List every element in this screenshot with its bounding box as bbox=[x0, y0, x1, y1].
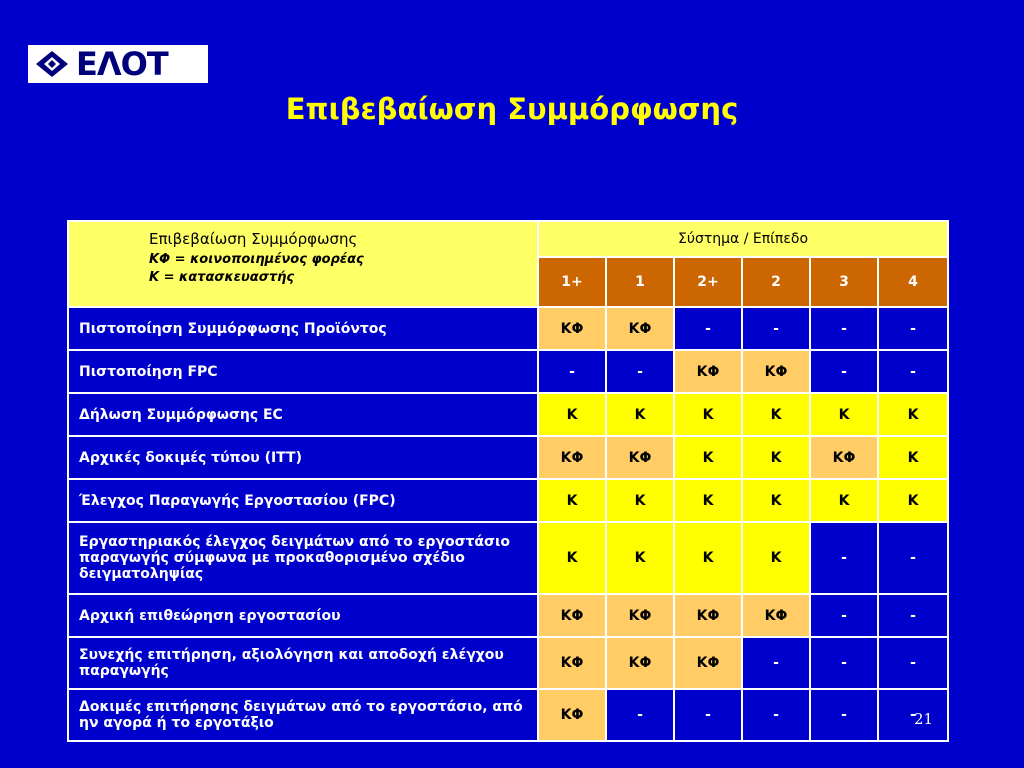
table-cell: - bbox=[810, 522, 878, 594]
table-cell: Κ bbox=[606, 522, 674, 594]
table-cell: - bbox=[878, 637, 948, 689]
table-cell: Κ bbox=[810, 393, 878, 436]
table-cell: Κ bbox=[606, 479, 674, 522]
table-cell: Κ bbox=[742, 436, 810, 479]
table-cell: - bbox=[538, 350, 606, 393]
table-cell: - bbox=[878, 522, 948, 594]
table-cell: Κ bbox=[810, 479, 878, 522]
level-header: 4 bbox=[878, 257, 948, 307]
row-label: Εργαστηριακός έλεγχος δειγμάτων από το εργοστάσιο παραγωγής σύμφωνα με προκαθορισμένο σχέδιο δειγματοληψίας bbox=[68, 522, 538, 594]
diamond-logo-icon bbox=[30, 47, 74, 81]
level-header: 2+ bbox=[674, 257, 742, 307]
table-cell: - bbox=[742, 689, 810, 741]
legend-kf: ΚΦ = κοινοποιημένος φορέας bbox=[149, 252, 364, 267]
table-cell: - bbox=[878, 307, 948, 350]
table-cell: ΚΦ bbox=[606, 307, 674, 350]
table-cell: - bbox=[810, 594, 878, 637]
table-cell: ΚΦ bbox=[810, 436, 878, 479]
header-legend-cell bbox=[68, 221, 538, 307]
row-label: Αρχικές δοκιμές τύπου (ITT) bbox=[68, 436, 538, 479]
table-cell: - bbox=[742, 637, 810, 689]
table-row bbox=[68, 689, 948, 741]
table-cell: - bbox=[810, 637, 878, 689]
logo-text: ΕΛΟΤ bbox=[74, 47, 206, 81]
table-cell: ΚΦ bbox=[606, 637, 674, 689]
row-label: Δοκιμές επιτήρησης δειγμάτων από το εργοστάσιο, από ην αγορά ή το εργοτάξιο bbox=[68, 689, 538, 741]
level-header: 2 bbox=[742, 257, 810, 307]
table-cell: - bbox=[674, 689, 742, 741]
table-cell: - bbox=[606, 350, 674, 393]
table-cell: ΚΦ bbox=[538, 594, 606, 637]
table-row bbox=[68, 436, 948, 479]
row-label: Δήλωση Συμμόρφωσης EC bbox=[68, 393, 538, 436]
table-cell: Κ bbox=[878, 479, 948, 522]
table-cell: Κ bbox=[878, 436, 948, 479]
table-cell: - bbox=[674, 307, 742, 350]
row-label: Έλεγχος Παραγωγής Εργοστασίου (FPC) bbox=[68, 479, 538, 522]
table-cell: ΚΦ bbox=[674, 350, 742, 393]
header-row bbox=[68, 221, 948, 257]
table-cell: ΚΦ bbox=[742, 594, 810, 637]
row-label: Πιστοποίηση FPC bbox=[68, 350, 538, 393]
row-label: Πιστοποίηση Συμμόρφωσης Προϊόντος bbox=[68, 307, 538, 350]
table-cell: Κ bbox=[674, 522, 742, 594]
page-number: 21 bbox=[914, 710, 934, 728]
table-cell: ΚΦ bbox=[742, 350, 810, 393]
table-cell: - bbox=[878, 594, 948, 637]
slide-title: Επιβεβαίωση Συμμόρφωσης bbox=[285, 92, 739, 126]
table-cell: ΚΦ bbox=[674, 594, 742, 637]
table-cell: Κ bbox=[742, 479, 810, 522]
table-cell: - bbox=[878, 689, 948, 741]
table-cell: Κ bbox=[674, 479, 742, 522]
table-cell: Κ bbox=[742, 522, 810, 594]
table-row bbox=[68, 307, 948, 350]
table-cell: ΚΦ bbox=[538, 689, 606, 741]
table-cell: Κ bbox=[742, 393, 810, 436]
table-cell: ΚΦ bbox=[538, 436, 606, 479]
table-cell: Κ bbox=[674, 393, 742, 436]
level-header: 1+ bbox=[538, 257, 606, 307]
table-cell: ΚΦ bbox=[606, 436, 674, 479]
table-cell: - bbox=[810, 307, 878, 350]
table-cell: ΚΦ bbox=[606, 594, 674, 637]
elot-logo bbox=[28, 45, 208, 83]
table-cell: Κ bbox=[606, 393, 674, 436]
table-cell: ΚΦ bbox=[538, 637, 606, 689]
header-title: Επιβεβαίωση Συμμόρφωσης bbox=[149, 230, 358, 248]
table-row bbox=[68, 350, 948, 393]
table-cell: - bbox=[878, 350, 948, 393]
table-cell: - bbox=[606, 689, 674, 741]
table-cell: - bbox=[810, 350, 878, 393]
table-cell: Κ bbox=[538, 522, 606, 594]
table-cell: Κ bbox=[878, 393, 948, 436]
table-row bbox=[68, 479, 948, 522]
system-level-header: Σύστημα / Επίπεδο bbox=[538, 221, 948, 257]
level-header: 1 bbox=[606, 257, 674, 307]
table-cell: Κ bbox=[674, 436, 742, 479]
level-header: 3 bbox=[810, 257, 878, 307]
table-row bbox=[68, 594, 948, 637]
table-cell: ΚΦ bbox=[674, 637, 742, 689]
table-row bbox=[68, 522, 948, 594]
table-cell: Κ bbox=[538, 479, 606, 522]
table-cell: - bbox=[742, 307, 810, 350]
row-label: Συνεχής επιτήρηση, αξιολόγηση και αποδοχή ελέγχου παραγωγής bbox=[68, 637, 538, 689]
legend-k: Κ = κατασκευαστής bbox=[149, 270, 295, 285]
table-cell: Κ bbox=[538, 393, 606, 436]
table-row bbox=[68, 393, 948, 436]
conformity-table bbox=[67, 220, 949, 742]
table-cell: - bbox=[810, 689, 878, 741]
row-label: Αρχική επιθεώρηση εργοστασίου bbox=[68, 594, 538, 637]
table-cell: ΚΦ bbox=[538, 307, 606, 350]
table-row bbox=[68, 637, 948, 689]
